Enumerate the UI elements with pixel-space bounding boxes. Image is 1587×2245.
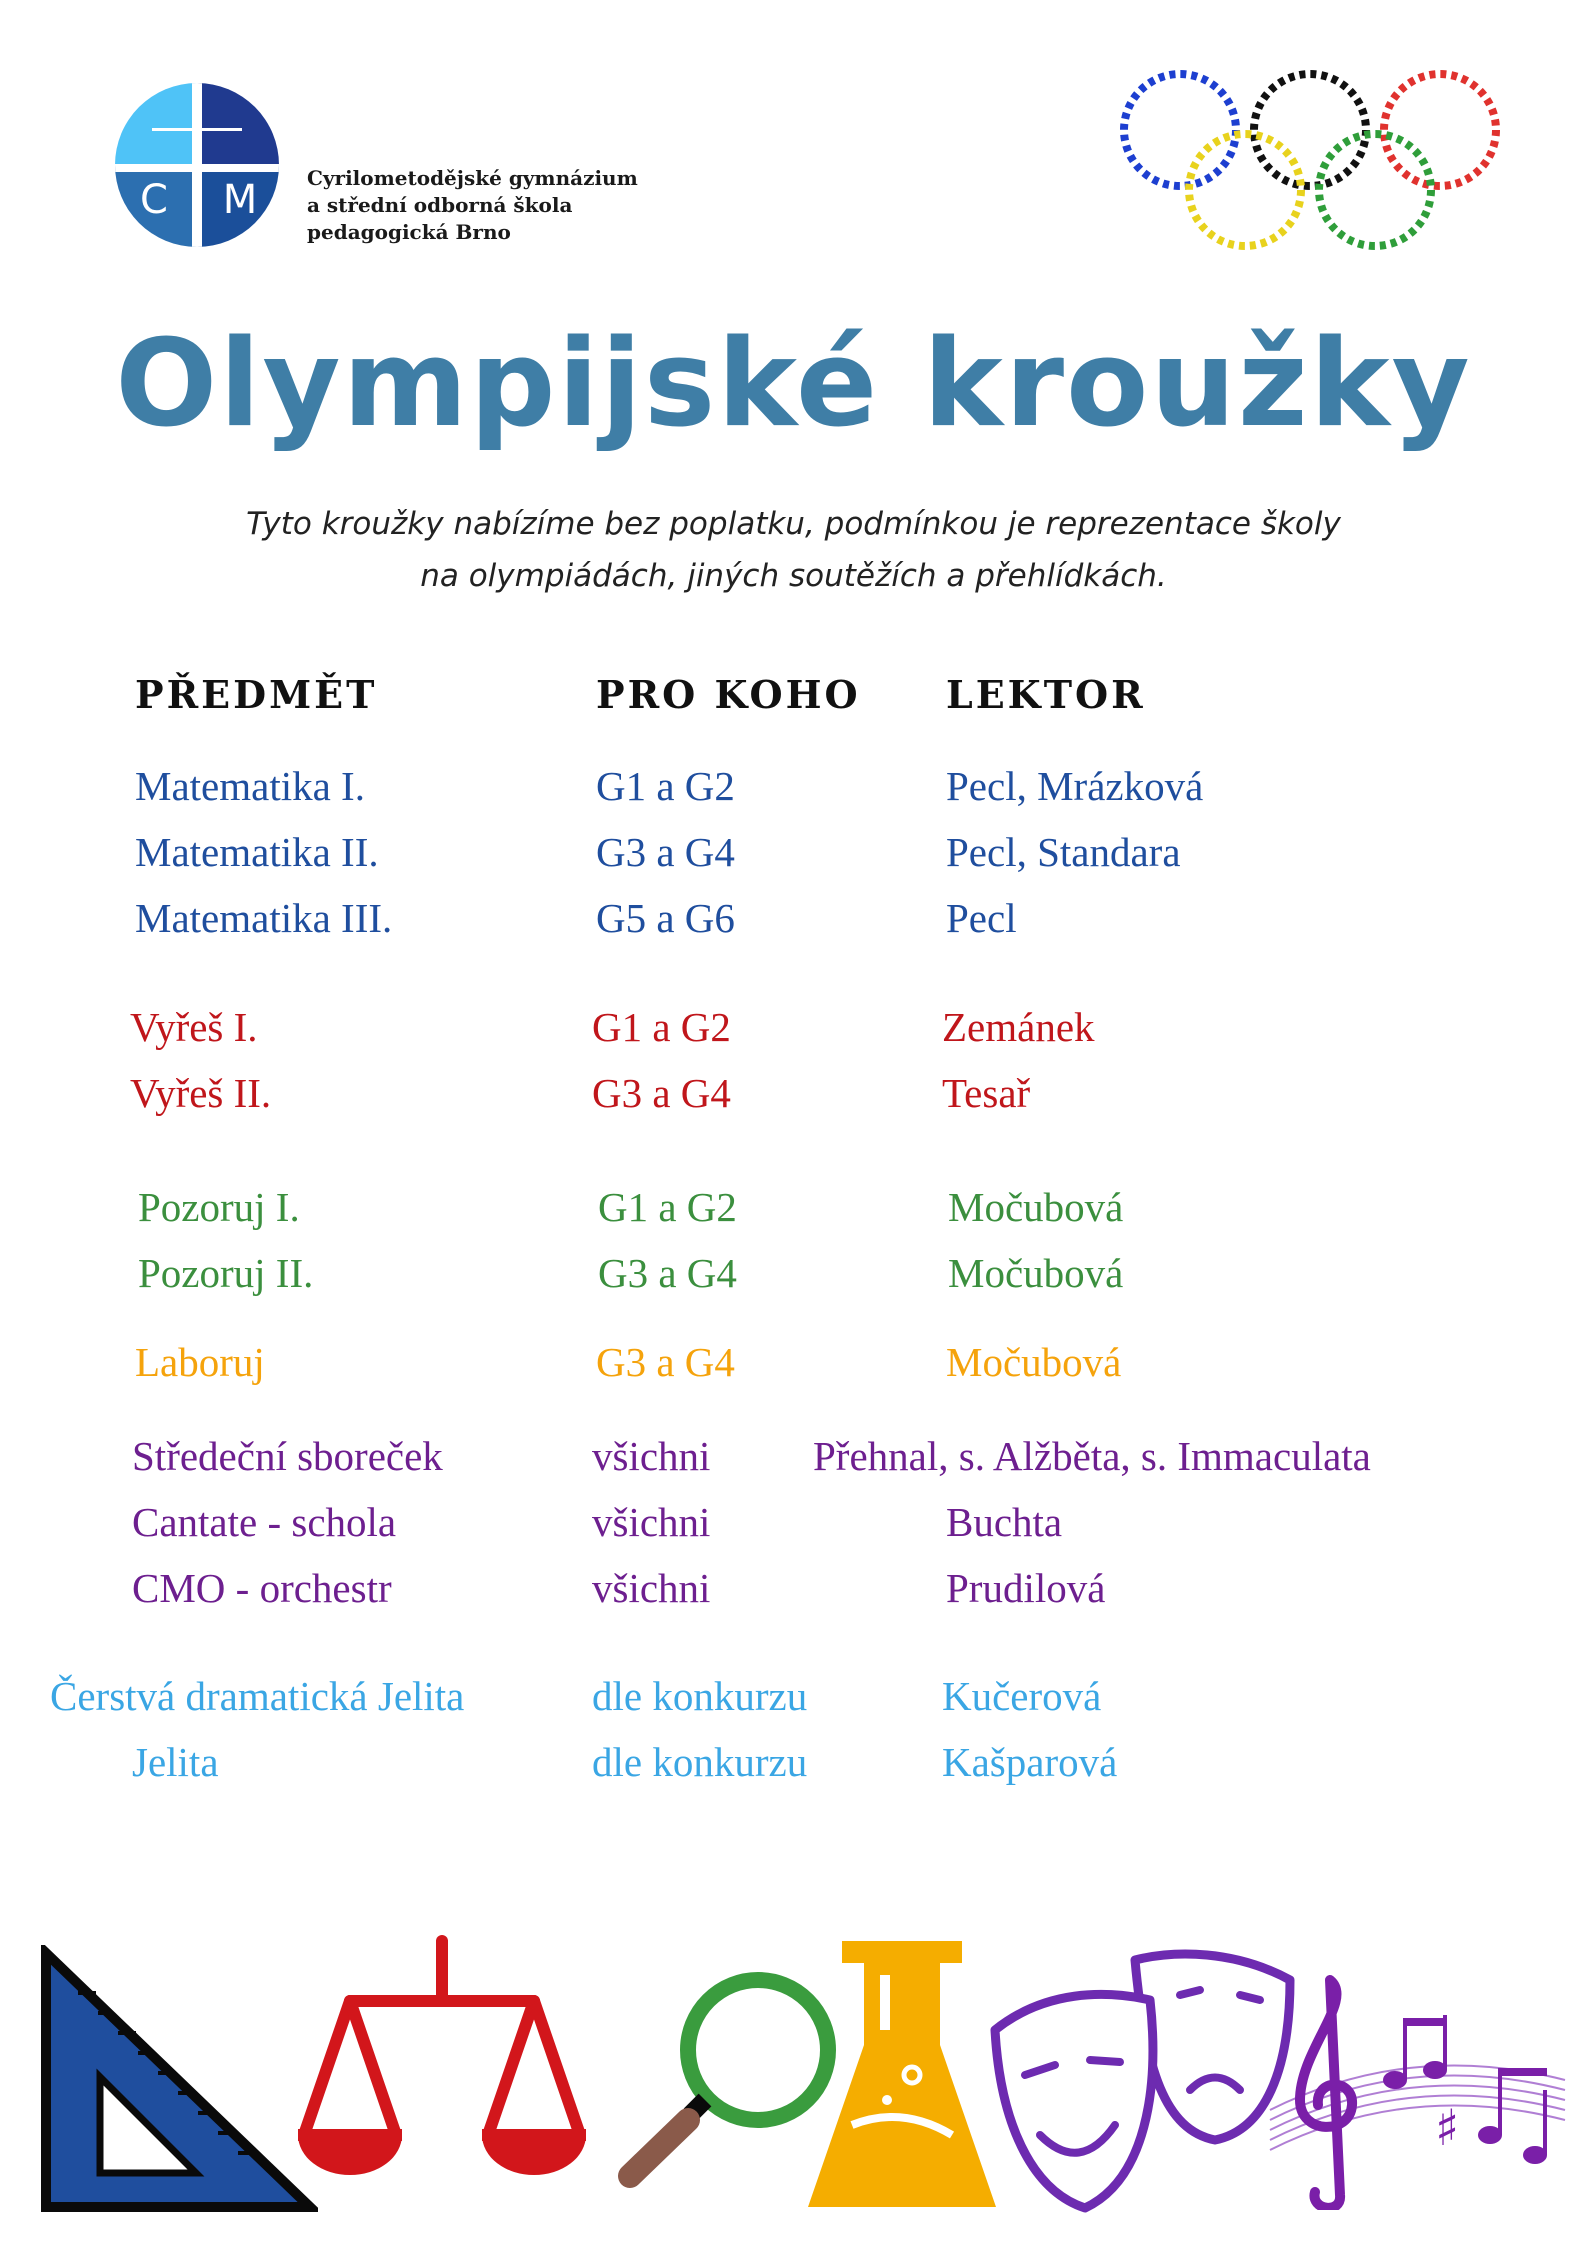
school-logo xyxy=(112,80,282,250)
school-name-line-3: pedagogická Brno xyxy=(307,220,511,244)
subject-cell: Vyřeš II. xyxy=(130,1070,272,1116)
lecturer-cell: Močubová xyxy=(948,1184,1124,1230)
for-whom-cell: G1 a G2 xyxy=(592,1004,731,1050)
olympic-rings-icon xyxy=(1110,60,1520,275)
svg-text:♯: ♯ xyxy=(1435,2099,1460,2157)
school-name xyxy=(307,165,727,246)
subject-cell: Středeční sboreček xyxy=(132,1433,443,1479)
lecturer-cell: Buchta xyxy=(946,1499,1063,1545)
subject-cell: Pozoruj I. xyxy=(138,1184,300,1230)
lecturer-cell: Pecl, Mrázková xyxy=(946,763,1204,809)
logo-letter-c: C xyxy=(140,177,168,223)
for-whom-cell: všichni xyxy=(592,1433,711,1479)
scales-icon xyxy=(292,1935,602,2205)
for-whom-cell: G3 a G4 xyxy=(598,1250,737,1296)
logo-letter-m: M xyxy=(222,177,258,223)
subject-cell: Matematika I. xyxy=(135,763,365,809)
header-subject: PŘEDMĚT xyxy=(135,672,378,717)
for-whom-cell: dle konkurzu xyxy=(592,1673,808,1719)
intro-line-2: na olympiádách, jiných soutěžích a přehlídkách. xyxy=(420,558,1167,594)
lecturer-cell: Přehnal, s. Alžběta, s. Immaculata xyxy=(813,1433,1371,1479)
school-name-line-1: Cyrilometodějské gymnázium xyxy=(307,166,638,190)
subject-cell: Jelita xyxy=(132,1739,219,1785)
for-whom-cell: G1 a G2 xyxy=(596,763,735,809)
for-whom-cell: G3 a G4 xyxy=(592,1070,731,1116)
subject-cell: Matematika III. xyxy=(135,895,393,941)
lecturer-cell: Močubová xyxy=(946,1339,1122,1385)
intro-line-1: Tyto kroužky nabízíme bez poplatku, podmínkou je reprezentace školy xyxy=(246,506,1341,542)
lecturer-cell: Kučerová xyxy=(942,1673,1102,1719)
subject-cell: Vyřeš I. xyxy=(130,1004,258,1050)
lecturer-cell: Zemánek xyxy=(942,1004,1095,1050)
subject-cell: Cantate - schola xyxy=(132,1499,397,1545)
lecturer-cell: Kašparová xyxy=(942,1739,1118,1785)
lecturer-cell: Prudilová xyxy=(946,1565,1106,1611)
for-whom-cell: všichni xyxy=(592,1499,711,1545)
subject-cell: Pozoruj II. xyxy=(138,1250,314,1296)
music-notes-icon xyxy=(1260,1960,1570,2210)
for-whom-cell: G5 a G6 xyxy=(596,895,735,941)
subject-cell: CMO - orchestr xyxy=(132,1565,392,1611)
set-square-icon xyxy=(38,1945,318,2215)
lecturer-cell: Močubová xyxy=(948,1250,1124,1296)
flask-icon xyxy=(802,1935,1002,2220)
intro-text xyxy=(0,498,1587,602)
for-whom-cell: dle konkurzu xyxy=(592,1739,808,1785)
for-whom-cell: G1 a G2 xyxy=(598,1184,737,1230)
page-title: Olympijské kroužky xyxy=(115,315,1472,454)
lecturer-cell: Pecl xyxy=(946,895,1017,941)
lecturer-cell: Tesař xyxy=(942,1070,1031,1116)
header-for-whom: PRO KOHO xyxy=(596,672,861,717)
for-whom-cell: G3 a G4 xyxy=(596,829,735,875)
school-name-line-2: a střední odborná škola xyxy=(307,193,573,217)
lecturer-cell: Pecl, Standara xyxy=(946,829,1181,875)
subject-cell: Laboruj xyxy=(135,1339,265,1385)
subject-cell: Čerstvá dramatická Jelita xyxy=(50,1673,465,1719)
header-lecturer: LEKTOR xyxy=(946,672,1146,717)
for-whom-cell: G3 a G4 xyxy=(596,1339,735,1385)
for-whom-cell: všichni xyxy=(592,1565,711,1611)
subject-cell: Matematika II. xyxy=(135,829,379,875)
